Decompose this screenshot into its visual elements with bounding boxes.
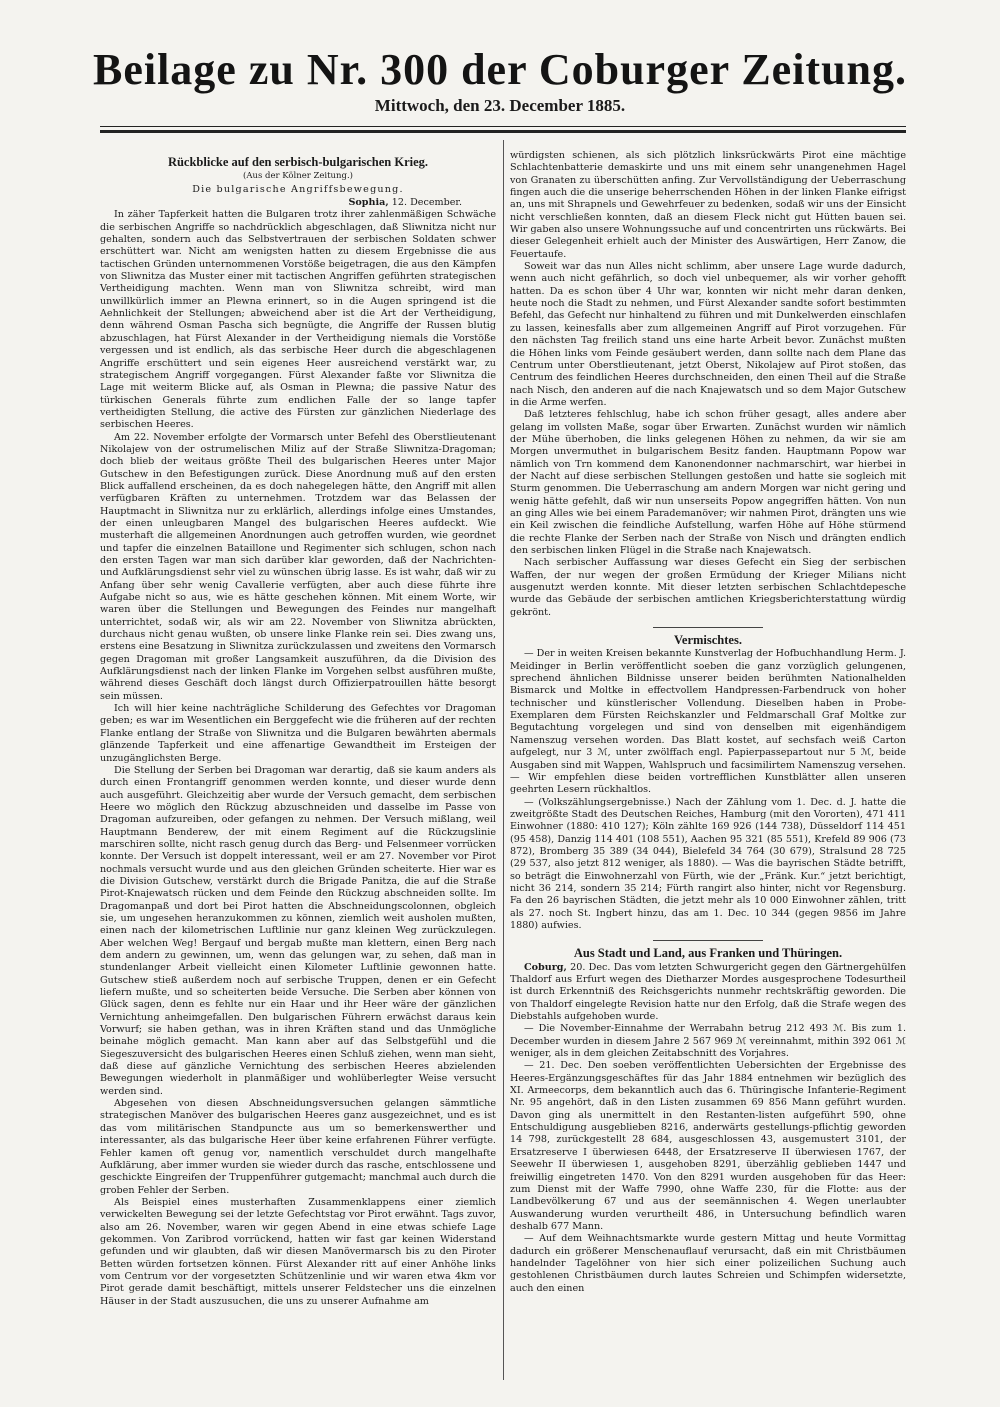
- article-paragraph: Nach serbischer Auffassung war dieses Gefecht ein Sieg der serbischen Waffen, der nur wegen der großen Ermüdung der Krieger Milians nicht ausgenutzt werden konnte. Mit dieser letzten serbischen Schlachtdepesche wurde das Gebäude der serbischen amtlichen Kriegsberichterstattung würdig gekrönt.: [510, 557, 906, 618]
- article-paragraph: Coburg, 20. Dec. Das vom letzten Schwurgericht gegen den Gärtnergehülfen Thaldorf aus Erfurt wegen des Dietharzer Mordes ausgesprochene Todesurtheil ist durch Erkenntniß des Reichsgerichts nunmehr rechtskräftig geworden. Die von Thaldorf eingelegte Revision hatte nur den Erfolg, daß die Strafe wegen des Diebstahls aufgehoben wurde.: [510, 961, 907, 1023]
- article-paragraph: würdigsten schienen, als sich plötzlich linksrückwärts Pirot eine mächtige Schlachtenbatterie demaskirte und uns mit einem sehr unangenehmen Hagel von Granaten zu überschütten anfing. Zur Vervollständigung der Ueberraschung fingen auch die die unserige beherrschenden Höhen in der linken Flanke eifrigst an, uns mit Shrapnels und Gewehrfeuer zu bedenken, sodaß wir uns der Einsicht nicht verschließen konnten, daß an diesem Fleck nicht gut Hütten bauen sei. Wir gaben also unsere Wohnungssuche auf und concentrirten uns rückwärts. Bei dieser Gelegenheit erhielt auch der Minister des Auswärtigen, Herr Zanow, die Feuertaufe.: [510, 150, 906, 260]
- article-paragraph: Daß letzteres fehlschlug, habe ich schon früher gesagt, alles andere aber gelang im vollsten Maße, sogar über Erwarten. Zunächst wurden wir nämlich der Mühe überhoben, die links gelegenen Höhen zu nehmen, da wir sie am Morgen unvermuthet in bulgarischem Besitz fanden. Hauptmann Popow war nämlich von Trn kommend dem Kanonendonner nachmarschirt, war hierbei in der Nacht auf diese serbischen Stellungen gestoßen und hatte sie sogleich mit Sturm genommen. Die Ueberraschung am andern Morgen war nicht gering und wenig hätte gefehlt, daß wir nun unserseits Popow angegriffen hätten. Von nun an ging Alles wie bei einem Parademanöver; wir nahmen Pirot, drängten uns wie ein Keil zwischen die feindliche Aufstellung, warfen Höhe auf Höhe stürmend die rechte Flanke der Serben nach der Straße von Nisch und drängten endlich den serbischen linken Flügel in die Straße nach Knajewatsch.: [510, 409, 906, 556]
- article-source: (Aus der Kölner Zeitung.): [243, 171, 353, 182]
- article-paragraph: Als Beispiel eines musterhaften Zusammenklappens einer ziemlich verwickelten Bewegung sei der letzte Gefechtstag vor Pirot erwähnt. Tags zuvor, also am 26. November, waren wir gegen Abend in eine etwas schiefe Lage gekommen. Von Zaribrod vorrückend, hatten wir fast gar keinen Widerstand gefunden und wir glaubten, daß wir diesen Manövermarsch bis zu den Piroter Betten würden fortsetzen können. Fürst Alexander ritt auf einer Anhöhe links vom Centrum vor der vorgesetzten Schützenlinie und wir waren etwa 4km vor Pirot gerade damit beschäftigt, mittels unserer Feldstecher uns die einzelnen Häuser in der Stadt auszusuchen, die uns zu unserer Aufnahme am: [100, 1196, 496, 1307]
- section-heading-vermischtes: Vermischtes.: [674, 633, 742, 648]
- section-heading-stadt-und-land: Aus Stadt und Land, aus Franken und Thüringen.: [573, 946, 843, 961]
- left-column: [100, 150, 496, 1308]
- article-paragraph: In zäher Tapferkeit hatten die Bulgaren trotz ihrer zahlenmäßigen Schwäche die serbischen Angriffe so nachdrücklich abgeschlagen, daß Sliwnitza nicht nur gehalten, sondern auch das Selbstvertrauen der serbischen Soldaten schwer erschüttert war. Nicht am wenigsten hatten zu diesem Ergebnisse die aus tactischen Gründen unternommenen Vorstöße beigetragen, die aus den Kämpfen von Sliwnitza das Muster einer mit tactischen Angriffen geführten strategischen Vertheidigung machten. Wenn man von Sliwnitza schreibt, wird man unwillkürlich immer an Plewna erinnert, so in die Augen springend ist die Aehnlichkeit der Stellungen; abweichend aber ist die Art der Vertheidigung, denn während Osman Pascha sich begnügte, die Angriffe der Russen blutig abzuschlagen, hat Fürst Alexander in der Vertheidigung niemals die Vorstöße vergessen und ist endlich, als das serbische Heer durch die abgeschlagenen Angriffe erschüttert und sein eigenes Heer ausreichend verstärkt war, zu strategischem Angriff vorgegangen. Fürst Alexander faßte vor Sliwnitza die Lage mit weiterm Blicke auf, als Osman in Plewna; die passive Natur des türkischen Generals führte zum endlichen Falle der so lange tapfer vertheidigten Stellung, die active des Fürsten zur gänzlichen Niederlage des serbischen Heeres.: [100, 209, 496, 431]
- article-paragraph: Die Stellung der Serben bei Dragoman war derartig, daß sie kaum anders als durch einen Frontangriff genommen werden konnte, und dieser wurde denn auch ausgeführt. Gleichzeitig aber wurde der Versuch gemacht, dem serbischen Heere wo möglich den Rückzug abzuschneiden und dasselbe im Passe von Dragoman aufzureiben, oder gefangen zu nehmen. Der Versuch mißlang, weil Hauptmann Benderew, der mit einem Regiment auf die Rückzugslinie marschiren sollte, nicht rasch genug durch das Berg- und Felsenmeer vorrücken konnte. Der Versuch ist doppelt interessant, weil er am 27. November vor Pirot nochmals versucht wurde und aus den gleichen Gründen scheiterte. Hier war es die Division Gutschew, verstärkt durch die Brigade Panitza, die auf die Straße Pirot-Knajewatsch rücken und dem Feinde den Rückzug abschneiden sollte. Im Dragomanpaß und dort bei Pirot hatten die Abschneidungscolonnen, obgleich sie, um ungesehen heranzukommen zu können, ziemlich weit ausholen mußten, einen nach der kilometrischen Luftlinie nur ganz kleinen Weg zurückzulegen. Aber welchen Weg! Bergauf und bergab mußte man klettern, einen Berg nach dem andern zu gewinnen, um, wenn das gelungen war, zu sehen, daß man in stundenlanger Arbeit vielleicht einen Kilometer Luftlinie gewonnen hatte. Gutschew stieß außerdem noch auf serbische Truppen, denen er ein Gefecht liefern mußte, und so scheiterten beide Versuche. Die Serben aber können von Glück sagen, denn es fehlte nur ein Haar und ihr Heer wäre der gänzlichen Vernichtung anheimgefallen. Den bulgarischen Führern erwächst daraus kein Vorwurf; sie haben gethan, was in ihren Kräften stand und das Unmögliche beinahe möglich gemacht. Man kann aber auf das Selbstgefühl und die Siegeszuversicht des bulgarischen Heeres einen Schluß ziehen, wenn man sieht, daß diese auf gänzliche Vernichtung des serbischen Heeres abzielenden Bewegungen wiederholt in planmäßiger und wohlüberlegter Weise versucht werden sind.: [100, 764, 496, 1097]
- article-paragraph: — Auf dem Weihnachtsmarkte wurde gestern Mittag und heute Vormittag dadurch ein größerer Menschenauflauf verursacht, daß ein mit Christbäumen handelnder Tagelöhner von hier sich einer polizeilichen Suchung auch gestohlenen Christbäumen durch lautes Schreien und Schimpfen widersetzte, auch den einen: [510, 1233, 906, 1294]
- article-dateline: [100, 197, 462, 209]
- article-paragraph: Ich will hier keine nachträgliche Schilderung des Gefechtes vor Dragoman geben; es war im Wesentlichen ein Berggefecht wie die früheren auf der rechten Flanke entlang der Straße von Sliwnitza und die Bulgaren bewährten abermals glänzende Tapferkeit und eine affenartige Gewandtheit im Ersteigen der unzugänglichsten Berge.: [100, 703, 496, 764]
- article-paragraph: — 21. Dec. Den soeben veröffentlichten Uebersichten der Ergebnisse des Heeres-Ergänzungsgeschäftes für das Jahr 1884 entnehmen wir bezüglich des XI. Armeecorps, dem bekanntlich auch das 6. Thüringische Infanterie-Regiment Nr. 95 angehört, daß in den Listen zusammen 69 856 Mann geführt wurden. Davon ging als unermittelt in den Restanten-listen aufgeführt 590, ohne Entschuldigung ausgeblieben 8216, anderwärts gestellungs-pflichtig geworden 14 798, zurückgestellt 28 684, ausgeschlossen 43, ausgemustert 3101, der Ersatzreserve I überwiesen 6448, der Ersatzreserve II überwiesen 1767, der Seewehr II überwiesen 1, ausgehoben 8291, überzählig geblieben 1447 und freiwillig eingetreten 1470. Von den 8291 wurden ausgehoben für das Heer: zum Dienst mit der Waffe 7990, ohne Waffe 230, für die Flotte: aus der Landbevölkerung 67 und aus der seemännischen 4. Wegen unerlaubter Auswanderung wurden verurtheilt 486, in Untersuchung befindlich waren deshalb 677 Mann.: [510, 1060, 906, 1232]
- article-place: Sophia,: [348, 197, 389, 209]
- article-date: 12. December.: [391, 197, 462, 209]
- masthead-title: Beilage zu Nr. 300 der Coburger Zeitung.: [92, 45, 908, 94]
- article-paragraph: Abgesehen von diesen Abschneidungsversuchen gelangen sämmtliche strategischen Manöver des bulgarischen Heeres ganz ausgezeichnet, und es ist das vom militärischen Standpuncte aus um so bemerkenswerther und interessanter, als das bulgarische Heer über keine erfahrenen Führer verfügte. Fehler kamen oft genug vor, namentlich verschuldet durch mangelhafte Aufklärung, aber immer wurden sie wieder durch das rasche, entschlossene und geschickte Eingreifen der Truppenführer gutgemacht; manchmal auch durch die groben Fehler der Serben.: [100, 1098, 496, 1196]
- article-paragraph: Soweit war das nun Alles nicht schlimm, aber unsere Lage wurde dadurch, wenn auch nicht gefährlich, so doch viel unbequemer, als wir vorher gehofft hatten. Da es schon über 4 Uhr war, konnten wir nicht mehr daran denken, heute noch die Stadt zu nehmen, und Fürst Alexander sandte sofort bestimmten Befehl, das Gefecht nur hinhaltend zu führen und mit Dunkelwerden einschlafen zu lassen, keinesfalls aber zum allgemeinen Angriff auf Pirot vorzugehen. Für den nächsten Tag freilich stand uns eine harte Arbeit bevor. Zunächst mußten die Höhen links vom Feinde gesäubert werden, dann sollte nach dem Plane das Centrum unter Oberstlieutenant, jetzt Oberst, Nikolajew auf Pirot stoßen, das Centrum des feindlichen Heeres durchschneiden, den einen Theil auf die Straße nach Nisch, den anderen auf die nach Knajewatsch und so dem Major Gutschew in die Arme werfen.: [510, 261, 906, 408]
- masthead-rule-thick: [100, 130, 906, 133]
- article-paragraph: — (Volkszählungsergebnisse.) Nach der Zählung vom 1. Dec. d. J. hatte die zweitgrößte Stadt des Deutschen Reiches, Hamburg (mit den Vororten), 471 411 Einwohner (1880: 410 127); Köln zählte 169 926 (144 738), Düsseldorf 114 451 (95 458), Danzig 114 401 (108 551), Aachen 95 321 (85 551), Krefeld 89 906 (73 872), Bromberg 35 389 (34 044), Bielefeld 34 764 (30 679), Stralsund 28 725 (29 537, also jetzt 812 weniger, als 1880). — Was die bayrischen Städte betrifft, so beträgt die Einwohnerzahl von Fürth, wie der „Fränk. Kur.“ jetzt berichtigt, nicht 36 214, sondern 35 214; Fürth rangirt also hinter, nicht vor Regensburg. Fa den 26 bayrischen Städten, die jetzt mehr als 10 000 Einwohner zählen, tritt als 27. noch St. Ingbert hinzu, das am 1. Dec. 10 344 (gegen 9856 im Jahre 1880) aufwies.: [510, 796, 906, 931]
- right-column: [510, 150, 906, 1295]
- column-separator: [503, 140, 504, 1380]
- article-place: Coburg,: [524, 961, 567, 973]
- article-heading: Rückblicke auf den serbisch-bulgarischen Krieg.: [167, 155, 429, 169]
- section-divider: [653, 627, 763, 628]
- article-subheading: Die bulgarische Angriffsbewegung.: [192, 183, 404, 195]
- masthead-date: Mittwoch, den 23. December 1885.: [374, 96, 626, 115]
- article-paragraph: Am 22. November erfolgte der Vormarsch unter Befehl des Oberstlieutenant Nikolajew von der ostrumelischen Miliz auf der Straße Sliwnitza-Dragoman; doch blieb der weitaus größte Theil des bulgarischen Heeres unter Major Gutschew in den Befestigungen zurück. Diese Anordnung muß auf den ersten Blick auffallend erscheinen, da es doch nahegelegen hätte, den Angriff mit allen verfügbaren Kräften zu unternehmen. Trotzdem war das Belassen der Hauptmacht in Sliwnitza nur zu erklärlich, allerdings infolge eines Umstandes, der einen unleugbaren Mangel des bulgarischen Heeres aufdeckt. Wie musterhaft die allgemeinen Anordnungen auch getroffen wurden, wie geordnet und tapfer die einzelnen Bataillone und Regimenter sich schlugen, schon nach den ersten Tagen war man sich darüber klar geworden, daß der Nachrichten- und Aufklärungsdienst sehr viel zu wünschen übrig lasse. Es ist wahr, daß wir zu Anfang über sehr wenig Cavallerie verfügten, aber auch diese führte ihre Aufgabe nicht so aus, wie es hätte geschehen können. Mit einem Worte, wir waren über die Stellungen und Bewegungen des Feindes nur mangelhaft unterrichtet, sodaß wir, als wir am 22. November von Sliwnitza abrückten, durchaus nicht genau wußten, ob unsere linke Flanke rein sei. Dies zwang uns, erstens eine Besatzung in Sliwnitza zurückzulassen und zweitens den Vormarsch gegen Dragoman mit großer Langsamkeit auszuführen, da die Division des Aufklärungsdienst nach der linken Flanke im Vorgehen selbst ausführen mußte, während dieses Geschäft doch längst durch Offizierpatrouillen hätte besorgt sein müssen.: [100, 431, 496, 702]
- article-paragraph: — Die November-Einnahme der Werrabahn betrug 212 493 ℳ. Bis zum 1. December wurden in diesem Jahre 2 567 969 ℳ vereinnahmt, mithin 392 061 ℳ weniger, als in dem gleichen Zeitabschnitt des Vorjahres.: [510, 1023, 906, 1060]
- masthead-rule-thin: [100, 126, 906, 127]
- section-divider: [653, 940, 763, 941]
- article-paragraph: — Der in weiten Kreisen bekannte Kunstverlag der Hofbuchhandlung Herm. J. Meidinger in Berlin veröffentlicht soeben die ganz vorzüglich gelungenen, sprechend ähnlichen Bildnisse unserer beiden berühmten Nationalhelden Bismarck und Moltke in effectvollem Handpressen-Farbendruck von hoher technischer und künstlerischer Vollendung. Dieselben haben in Probe-Exemplaren dem Fürsten Reichskanzler und Feldmarschall Graf Moltke zur Begutachtung vorgelegen und sind von denselben mit eigenhändigem Namenszug versehen worden. Das Blatt kostet, auf sechsfach weiß Carton aufgelegt, nur 3 ℳ, unter zwölffach engl. Papierpassepartout nur 5 ℳ, beide Ausgaben sind mit Wappen, Wahlspruch und facsimilirtem Namenszug versehen. — Wir empfehlen diese beiden vortrefflichen Kunstblätter allen unseren geehrten Lesern rückhaltlos.: [510, 648, 906, 796]
